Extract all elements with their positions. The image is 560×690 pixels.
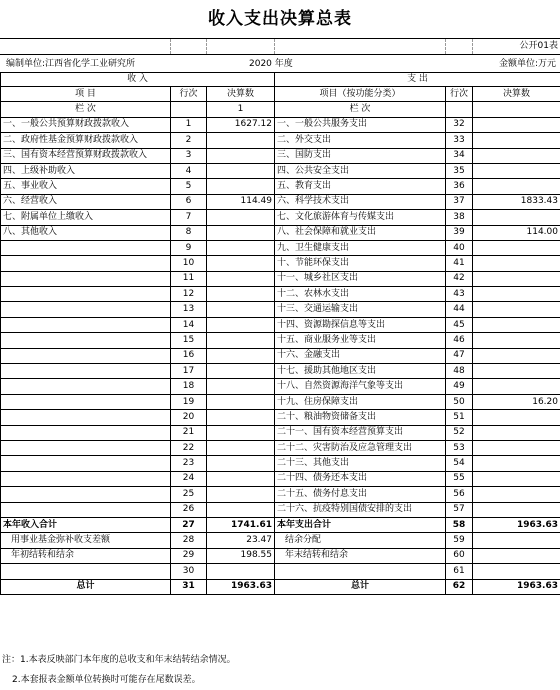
income-item [1,425,171,440]
income-row-no: 21 [171,425,207,440]
expense-row-no: 37 [446,194,473,209]
expense-row-no: 38 [446,210,473,225]
expense-amount [473,564,560,579]
expense-row-no: 45 [446,317,473,332]
expense-amount: 16.20 [473,394,560,409]
expense-amount [473,502,560,517]
expense-row-no: 35 [446,163,473,178]
income-row-no: 11 [171,271,207,286]
table-row [1,148,560,163]
income-column-order-label: 栏 次 [1,102,171,117]
expense-amount [473,548,560,563]
income-section-header: 收 入 [1,73,275,87]
income-amount: 1627.12 [207,117,275,132]
income-amount [207,333,275,348]
table-row [1,317,560,332]
expense-amount [473,287,560,302]
income-row-no: 3 [171,148,207,163]
expense-amount [473,271,560,286]
income-amount [207,487,275,502]
income-row-no-header: 行次 [171,87,207,102]
income-row-no: 25 [171,487,207,502]
expense-row-no: 44 [446,302,473,317]
expense-item: 十二、农林水支出 [275,287,446,302]
income-item [1,471,171,486]
expense-amount [473,440,560,455]
income-item [1,502,171,517]
expense-amount [473,471,560,486]
expense-row-no: 39 [446,225,473,240]
income-amount [207,225,275,240]
income-row-no: 22 [171,440,207,455]
income-item: 五、事业收入 [1,179,171,194]
expense-item: 十八、自然资源海洋气象等支出 [275,379,446,394]
income-item [1,302,171,317]
expense-item: 九、卫生健康支出 [275,240,446,255]
income-item: 六、经营收入 [1,194,171,209]
income-row-no: 2 [171,133,207,148]
table-row [1,117,560,132]
income-amount [207,317,275,332]
expense-row-no: 60 [446,548,473,563]
expense-row-no: 40 [446,240,473,255]
income-row-no: 8 [171,225,207,240]
income-amount [207,133,275,148]
expense-row-no: 32 [446,117,473,132]
table-row [1,379,560,394]
expense-amount [473,379,560,394]
expense-column-order-label: 栏 次 [275,102,446,117]
table-row [1,487,560,502]
income-item [1,256,171,271]
expense-amount: 1963.63 [473,517,560,532]
expense-item: 二、外交支出 [275,133,446,148]
income-item [1,364,171,379]
expense-amount-header: 决算数 [473,87,560,102]
expense-amount [473,302,560,317]
table-row [1,548,560,563]
expense-amount: 114.00 [473,225,560,240]
income-item [1,271,171,286]
income-row-no: 26 [171,502,207,517]
expense-item: 一、一般公共服务支出 [275,117,446,132]
income-row-no: 10 [171,256,207,271]
income-item [1,456,171,471]
income-row-no: 17 [171,364,207,379]
income-amount [207,440,275,455]
table-row [1,440,560,455]
income-item [1,564,171,579]
expense-amount [473,163,560,178]
org-label: 编制单位:江西省化学工业研究所 [6,59,136,69]
expense-amount [473,179,560,194]
expense-row-no: 50 [446,394,473,409]
expense-item: 结余分配 [275,533,446,548]
expense-row-no-header: 行次 [446,87,473,102]
amount-unit: 金额单位:万元 [498,59,556,69]
expense-item: 十九、住房保障支出 [275,394,446,409]
expense-amount [473,333,560,348]
expense-row-no: 53 [446,440,473,455]
expense-row-no: 33 [446,133,473,148]
expense-item: 七、文化旅游体育与传媒支出 [275,210,446,225]
income-row-no: 16 [171,348,207,363]
expense-row-no: 52 [446,425,473,440]
table-row [1,210,560,225]
report-year: 2020 年度 [249,59,293,69]
income-amount [207,287,275,302]
expense-row-no: 34 [446,148,473,163]
expense-amount [473,364,560,379]
income-row-no: 30 [171,564,207,579]
income-item [1,440,171,455]
expense-amount: 1963.63 [473,579,560,594]
income-item: 二、政府性基金预算财政拨款收入 [1,133,171,148]
income-amount [207,394,275,409]
income-row-no: 18 [171,379,207,394]
table-row [1,471,560,486]
income-amount: 1741.61 [207,517,275,532]
expense-row-no: 51 [446,410,473,425]
table-row [1,333,560,348]
income-item [1,287,171,302]
table-row [1,256,560,271]
expense-item [275,564,446,579]
table-row [1,533,560,548]
expense-amount [473,533,560,548]
expense-row-no: 36 [446,179,473,194]
expense-item: 年末结转和结余 [275,548,446,563]
expense-row-no: 61 [446,564,473,579]
table-row [1,225,560,240]
table-row [1,410,560,425]
table-row [1,425,560,440]
form-code: 公开01表 [519,41,558,51]
table-row [1,517,560,532]
expense-amount [473,148,560,163]
expense-row-no: 47 [446,348,473,363]
income-item [1,317,171,332]
table-row [1,564,560,579]
income-row-no: 23 [171,456,207,471]
expense-item: 二十五、债务付息支出 [275,487,446,502]
table-row [1,502,560,517]
income-amount [207,425,275,440]
income-amount [207,210,275,225]
table-row [1,394,560,409]
expense-amount [473,256,560,271]
table-row [1,133,560,148]
table-row [1,456,560,471]
income-amount [207,502,275,517]
expense-amount [473,240,560,255]
expense-amount: 1833.43 [473,194,560,209]
income-column-number: 1 [207,102,275,117]
income-item: 四、上级补助收入 [1,163,171,178]
income-item: 三、国有资本经营预算财政拨款收入 [1,148,171,163]
income-row-no: 28 [171,533,207,548]
note-2: 2.本套报表金额单位转换时可能存在尾数误差。 [12,675,201,685]
expense-item: 本年支出合计 [275,517,446,532]
income-amount: 23.47 [207,533,275,548]
income-item [1,394,171,409]
expense-item: 二十、粮油物资储备支出 [275,410,446,425]
expense-item: 五、教育支出 [275,179,446,194]
table-row [1,194,560,209]
income-item [1,487,171,502]
income-amount [207,179,275,194]
expense-item: 四、公共安全支出 [275,163,446,178]
income-row-no: 27 [171,517,207,532]
income-amount [207,302,275,317]
income-row-no: 13 [171,302,207,317]
income-row-no: 4 [171,163,207,178]
income-amount [207,271,275,286]
expense-item: 二十四、债务还本支出 [275,471,446,486]
table-row [1,348,560,363]
income-item: 七、附属单位上缴收入 [1,210,171,225]
table-row [1,287,560,302]
income-amount [207,256,275,271]
income-expense-table [0,72,560,595]
expense-row-no: 41 [446,256,473,271]
expense-item: 三、国防支出 [275,148,446,163]
expense-item: 六、科学技术支出 [275,194,446,209]
expense-section-header: 支 出 [275,73,560,87]
form-code-strip [0,38,560,55]
expense-row-no: 55 [446,471,473,486]
expense-row-no: 54 [446,456,473,471]
income-item: 年初结转和结余 [1,548,171,563]
income-amount [207,564,275,579]
expense-row-no: 58 [446,517,473,532]
expense-row-no: 43 [446,287,473,302]
table-row [1,179,560,194]
income-row-no: 7 [171,210,207,225]
page-title: 收入支出决算总表 [208,9,352,29]
table-row [1,240,560,255]
income-amount [207,456,275,471]
income-item: 一、一般公共预算财政拨款收入 [1,117,171,132]
expense-item: 十、节能环保支出 [275,256,446,271]
table-row [1,302,560,317]
income-amount [207,379,275,394]
expense-item-header: 项目（按功能分类） [275,87,446,102]
expense-item: 十七、援助其他地区支出 [275,364,446,379]
income-item [1,348,171,363]
income-row-no: 29 [171,548,207,563]
expense-amount [473,425,560,440]
income-item: 用事业基金弥补收支差额 [1,533,171,548]
table-row [1,163,560,178]
expense-item: 十一、城乡社区支出 [275,271,446,286]
expense-item: 二十六、抗疫特别国债安排的支出 [275,502,446,517]
expense-row-no: 49 [446,379,473,394]
income-row-no: 31 [171,579,207,594]
expense-item: 八、社会保障和就业支出 [275,225,446,240]
income-amount: 1963.63 [207,579,275,594]
income-item: 八、其他收入 [1,225,171,240]
income-row-no: 19 [171,394,207,409]
expense-row-no: 42 [446,271,473,286]
income-amount: 198.55 [207,548,275,563]
income-row-no: 24 [171,471,207,486]
income-item: 本年收入合计 [1,517,171,532]
expense-amount [473,133,560,148]
income-amount-header: 决算数 [207,87,275,102]
expense-row-no: 46 [446,333,473,348]
income-item [1,240,171,255]
expense-item: 总计 [275,579,446,594]
expense-item: 十六、金融支出 [275,348,446,363]
table-row [1,271,560,286]
expense-amount [473,317,560,332]
income-item [1,333,171,348]
expense-amount [473,487,560,502]
expense-amount [473,456,560,471]
income-amount [207,240,275,255]
income-amount [207,148,275,163]
income-row-no: 9 [171,240,207,255]
table-row [1,364,560,379]
expense-item: 二十一、国有资本经营预算支出 [275,425,446,440]
expense-row-no: 56 [446,487,473,502]
expense-row-no: 48 [446,364,473,379]
expense-amount [473,117,560,132]
income-amount [207,471,275,486]
income-item: 总计 [1,579,171,594]
expense-item: 十三、交通运输支出 [275,302,446,317]
expense-item: 十五、商业服务业等支出 [275,333,446,348]
income-row-no: 12 [171,287,207,302]
expense-row-no: 59 [446,533,473,548]
expense-row-no: 62 [446,579,473,594]
income-amount [207,163,275,178]
income-amount: 114.49 [207,194,275,209]
note-1: 注：1.本表反映部门本年度的总收支和年末结转结余情况。 [2,655,236,665]
total-row [1,579,560,594]
income-item-header: 项 目 [1,87,171,102]
expense-amount [473,210,560,225]
expense-item: 二十二、灾害防治及应急管理支出 [275,440,446,455]
income-row-no: 14 [171,317,207,332]
income-item [1,410,171,425]
expense-amount [473,348,560,363]
income-amount [207,410,275,425]
expense-item: 十四、资源勘探信息等支出 [275,317,446,332]
income-amount [207,364,275,379]
income-item [1,379,171,394]
expense-item: 二十三、其他支出 [275,456,446,471]
income-row-no: 5 [171,179,207,194]
income-amount [207,348,275,363]
income-row-no: 15 [171,333,207,348]
income-row-no: 6 [171,194,207,209]
income-row-no: 20 [171,410,207,425]
income-row-no: 1 [171,117,207,132]
expense-amount [473,410,560,425]
expense-row-no: 57 [446,502,473,517]
